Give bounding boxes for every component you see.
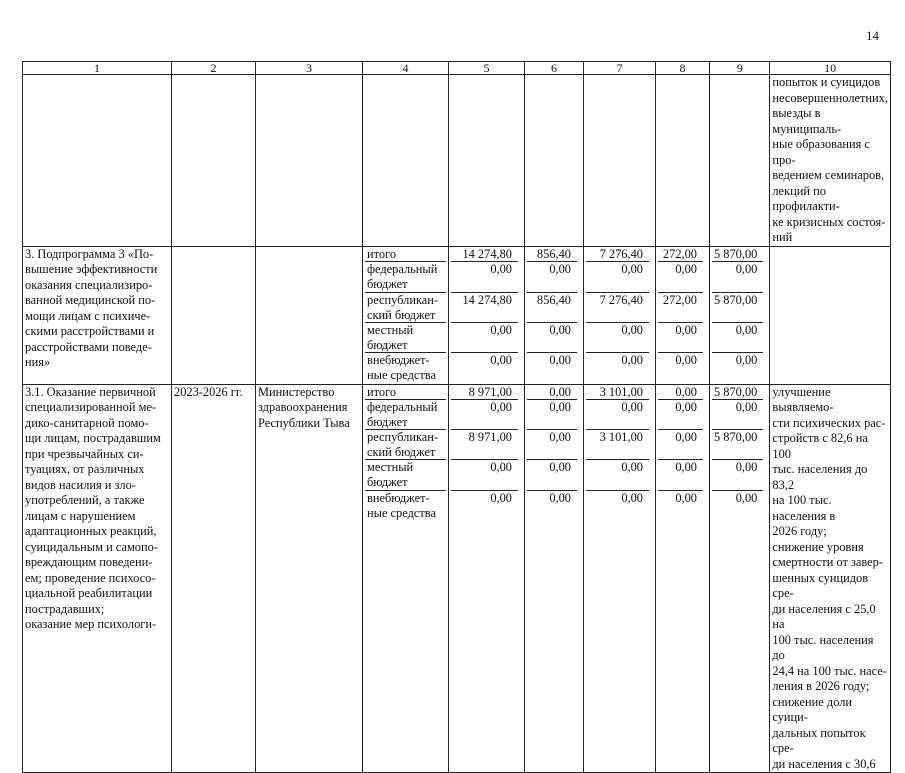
responsible-executor [256,384,363,773]
text-line: ведением семинаров, [772,168,885,182]
text-line: федеральный [367,261,438,276]
text-line: улучшение выявляемо- [772,384,834,414]
amount-local: 0,00 [712,460,763,491]
expected-results-continued [770,75,891,247]
column-number: 5 [449,62,525,75]
text-line: 24,4 на 100 тыс. насе- [772,663,887,678]
amount-local: 0,00 [658,460,703,491]
text-line: циальной реабилитации [25,586,153,600]
amount-republican: 7 276,40 [586,293,649,323]
subprogram-3-title [23,246,172,384]
amount-extrabudgetary: 0,00 [549,490,571,505]
text-line: 3. Подпрограмма 3 «По- [25,246,154,261]
text-line: ский бюджет [367,445,436,459]
text-line: лекций по профилакти- [772,183,840,213]
text-line: щи лицам, пострадавшим [25,431,161,445]
text-line: суицидальным и самопо- [25,539,158,554]
text-line: бюджет [367,475,408,489]
amount-local: 0,00 [586,323,649,353]
text-line: ления в 2026 году; [772,679,870,693]
table-cell [710,75,770,247]
table-cell [23,75,172,247]
text-line: ные средства [367,506,436,520]
amount-republican: 0,00 [527,430,577,460]
text-line: расстройствами поведе- [25,339,152,354]
amount-local: 0,00 [527,323,577,353]
text-line: Республики Тыва [258,415,350,430]
column-number: 1 [23,62,172,75]
budget-table [22,61,891,773]
text-line: ский бюджет [367,308,436,322]
amount-local: 0,00 [451,323,518,353]
amount-total: 7 276,40 [586,247,649,262]
text-line: попыток и суицидов [772,75,881,89]
amount-extrabudgetary: 0,00 [675,352,697,367]
text-line: скими расстройствами и [25,324,155,338]
amount-republican: 856,40 [527,293,577,323]
text-line: республикан- [367,429,439,444]
funding-source-cell [363,384,449,773]
text-line: внебюджет- [367,490,430,505]
text-line: ди населения с 25,0 на [772,601,876,631]
table-cell [525,384,584,773]
amount-federal: 0,00 [586,400,649,430]
amount-extrabudgetary: 0,00 [735,490,758,505]
table-cell [584,246,656,384]
text-line: мощи лицам с психиче- [25,308,151,323]
table-cell [172,75,256,247]
amount-federal: 0,00 [451,262,518,293]
table-cell [656,75,710,247]
amount-local: 0,00 [451,460,518,491]
text-line: пострадавших; [25,601,105,616]
amount-republican: 0,00 [658,430,703,460]
table-cell [710,246,770,384]
column-number: 7 [584,62,656,75]
amount-total: 856,40 [527,247,577,262]
text-line: ванной медицинской по- [25,293,156,307]
amount-federal: 0,00 [712,400,763,430]
expected-results [770,384,891,773]
table-cell [172,246,256,384]
text-line: видов насилия и зло- [25,477,136,492]
implementation-period: 2023-2026 гг. [172,384,256,773]
text-line: снижение уровня [772,539,864,554]
table-cell [449,384,525,773]
text-line: ные средства [367,368,436,382]
text-line: ний [772,230,793,244]
amount-extrabudgetary: 0,00 [549,352,571,367]
table-cell [710,384,770,773]
amount-total: 0,00 [527,385,577,400]
amount-local: 0,00 [658,323,703,353]
table-cell [584,75,656,247]
text-line: бюджет [367,338,408,352]
amount-federal: 0,00 [658,262,703,293]
column-number: 10 [770,62,891,75]
amount-federal: 0,00 [586,262,649,293]
amount-total: 5 870,00 [712,385,763,400]
continuation-row [23,75,891,247]
column-number: 8 [656,62,710,75]
text-line: сти психических рас- [772,415,886,430]
amount-extrabudgetary: 0,00 [675,490,697,505]
column-number: 6 [525,62,584,75]
column-number: 4 [363,62,449,75]
text-line: бюджет [367,415,408,429]
amount-local: 0,00 [527,460,577,491]
text-line: выезды в муниципаль- [772,106,842,136]
amount-federal: 0,00 [451,400,518,430]
text-line: внебюджет- [367,352,430,367]
page-number: 14 [866,28,879,43]
table-cell [584,384,656,773]
amount-extrabudgetary: 0,00 [490,490,512,505]
amount-republican: 272,00 [658,293,703,323]
text-line: вышение эффективности [25,262,158,276]
amount-federal: 0,00 [527,262,577,293]
amount-total: 3 101,00 [586,385,649,400]
text-line: итого [367,246,397,261]
amount-total: 5 870,00 [712,247,763,262]
text-line: федеральный [367,399,438,414]
text-line: местный [367,322,414,337]
text-line: на 100 тыс. населения в [772,493,836,523]
table-cell [770,246,891,384]
amount-republican: 8 971,00 [451,430,518,460]
text-line: 2026 году; [772,524,827,538]
table-cell [656,246,710,384]
table-cell [363,75,449,247]
table-cell [256,75,363,247]
text-line: 3.1. Оказание первичной [25,384,156,399]
column-number: 3 [256,62,363,75]
text-line: тыс. населения до 83,2 [772,462,868,492]
amount-local: 0,00 [712,323,763,353]
text-line: стройств с 82,6 на 100 [772,431,868,461]
amount-local: 0,00 [586,460,649,491]
text-line: адаптационных реакций, [25,524,157,538]
subprogram-3-row [23,246,891,384]
text-line: снижение доли суици- [772,694,853,724]
amount-republican: 5 870,00 [712,430,763,460]
text-line: туациях, от различных [25,462,145,476]
text-line: несовершеннолетних, [772,90,888,105]
amount-federal: 0,00 [658,400,703,430]
text-line: лицам с нарушением [25,508,136,523]
table-cell [449,75,525,247]
item-3-1-row [23,384,891,773]
text-line: местный [367,459,414,474]
amount-republican: 3 101,00 [586,430,649,460]
text-line: итого [367,384,397,399]
amount-republican: 14 274,80 [451,293,518,323]
text-line: ные образования с про- [772,137,870,167]
text-line: при чрезвычайных си- [25,446,144,461]
column-number: 9 [710,62,770,75]
table-cell [449,246,525,384]
item-3-1-description [23,384,172,773]
text-line: республикан- [367,292,439,307]
amount-extrabudgetary: 0,00 [621,490,643,505]
text-line: дальных попыток сре- [772,725,866,755]
text-line: оказания специализиро- [25,277,153,292]
amount-total: 272,00 [658,247,703,262]
text-line: употреблений, а также [25,493,145,507]
table-cell [525,75,584,247]
text-line: ем; проведение психосо- [25,570,156,585]
text-line: смертности от завер- [772,555,883,569]
funding-source-cell [363,246,449,384]
text-line: здравоохранения [258,400,348,414]
text-line: бюджет [367,277,408,291]
amount-federal: 0,00 [527,400,577,430]
text-line: ди населения с 30,6 [772,756,876,771]
table-cell [256,246,363,384]
amount-federal: 0,00 [712,262,763,293]
amount-total: 0,00 [658,385,703,400]
amount-extrabudgetary: 0,00 [621,352,643,367]
text-line: оказание мер психологи- [25,617,157,631]
amount-total: 8 971,00 [451,385,518,400]
text-line: 100 тыс. населения до [772,632,874,662]
column-number-row [23,62,891,75]
text-line: ния» [25,355,51,369]
table-cell [656,384,710,773]
text-line: Министерство [258,384,335,399]
text-line: вреждающим поведени- [25,555,153,569]
amount-extrabudgetary: 0,00 [735,352,758,367]
text-line: дико-санитарной помо- [25,415,149,430]
text-line: ке кризисных состоя- [772,214,886,229]
amount-extrabudgetary: 0,00 [490,352,512,367]
column-number: 2 [172,62,256,75]
amount-republican: 5 870,00 [712,293,763,323]
amount-total: 14 274,80 [451,247,518,262]
text-line: шенных суицидов сре- [772,570,869,600]
table-cell [525,246,584,384]
text-line: специализированной ме- [25,400,157,414]
